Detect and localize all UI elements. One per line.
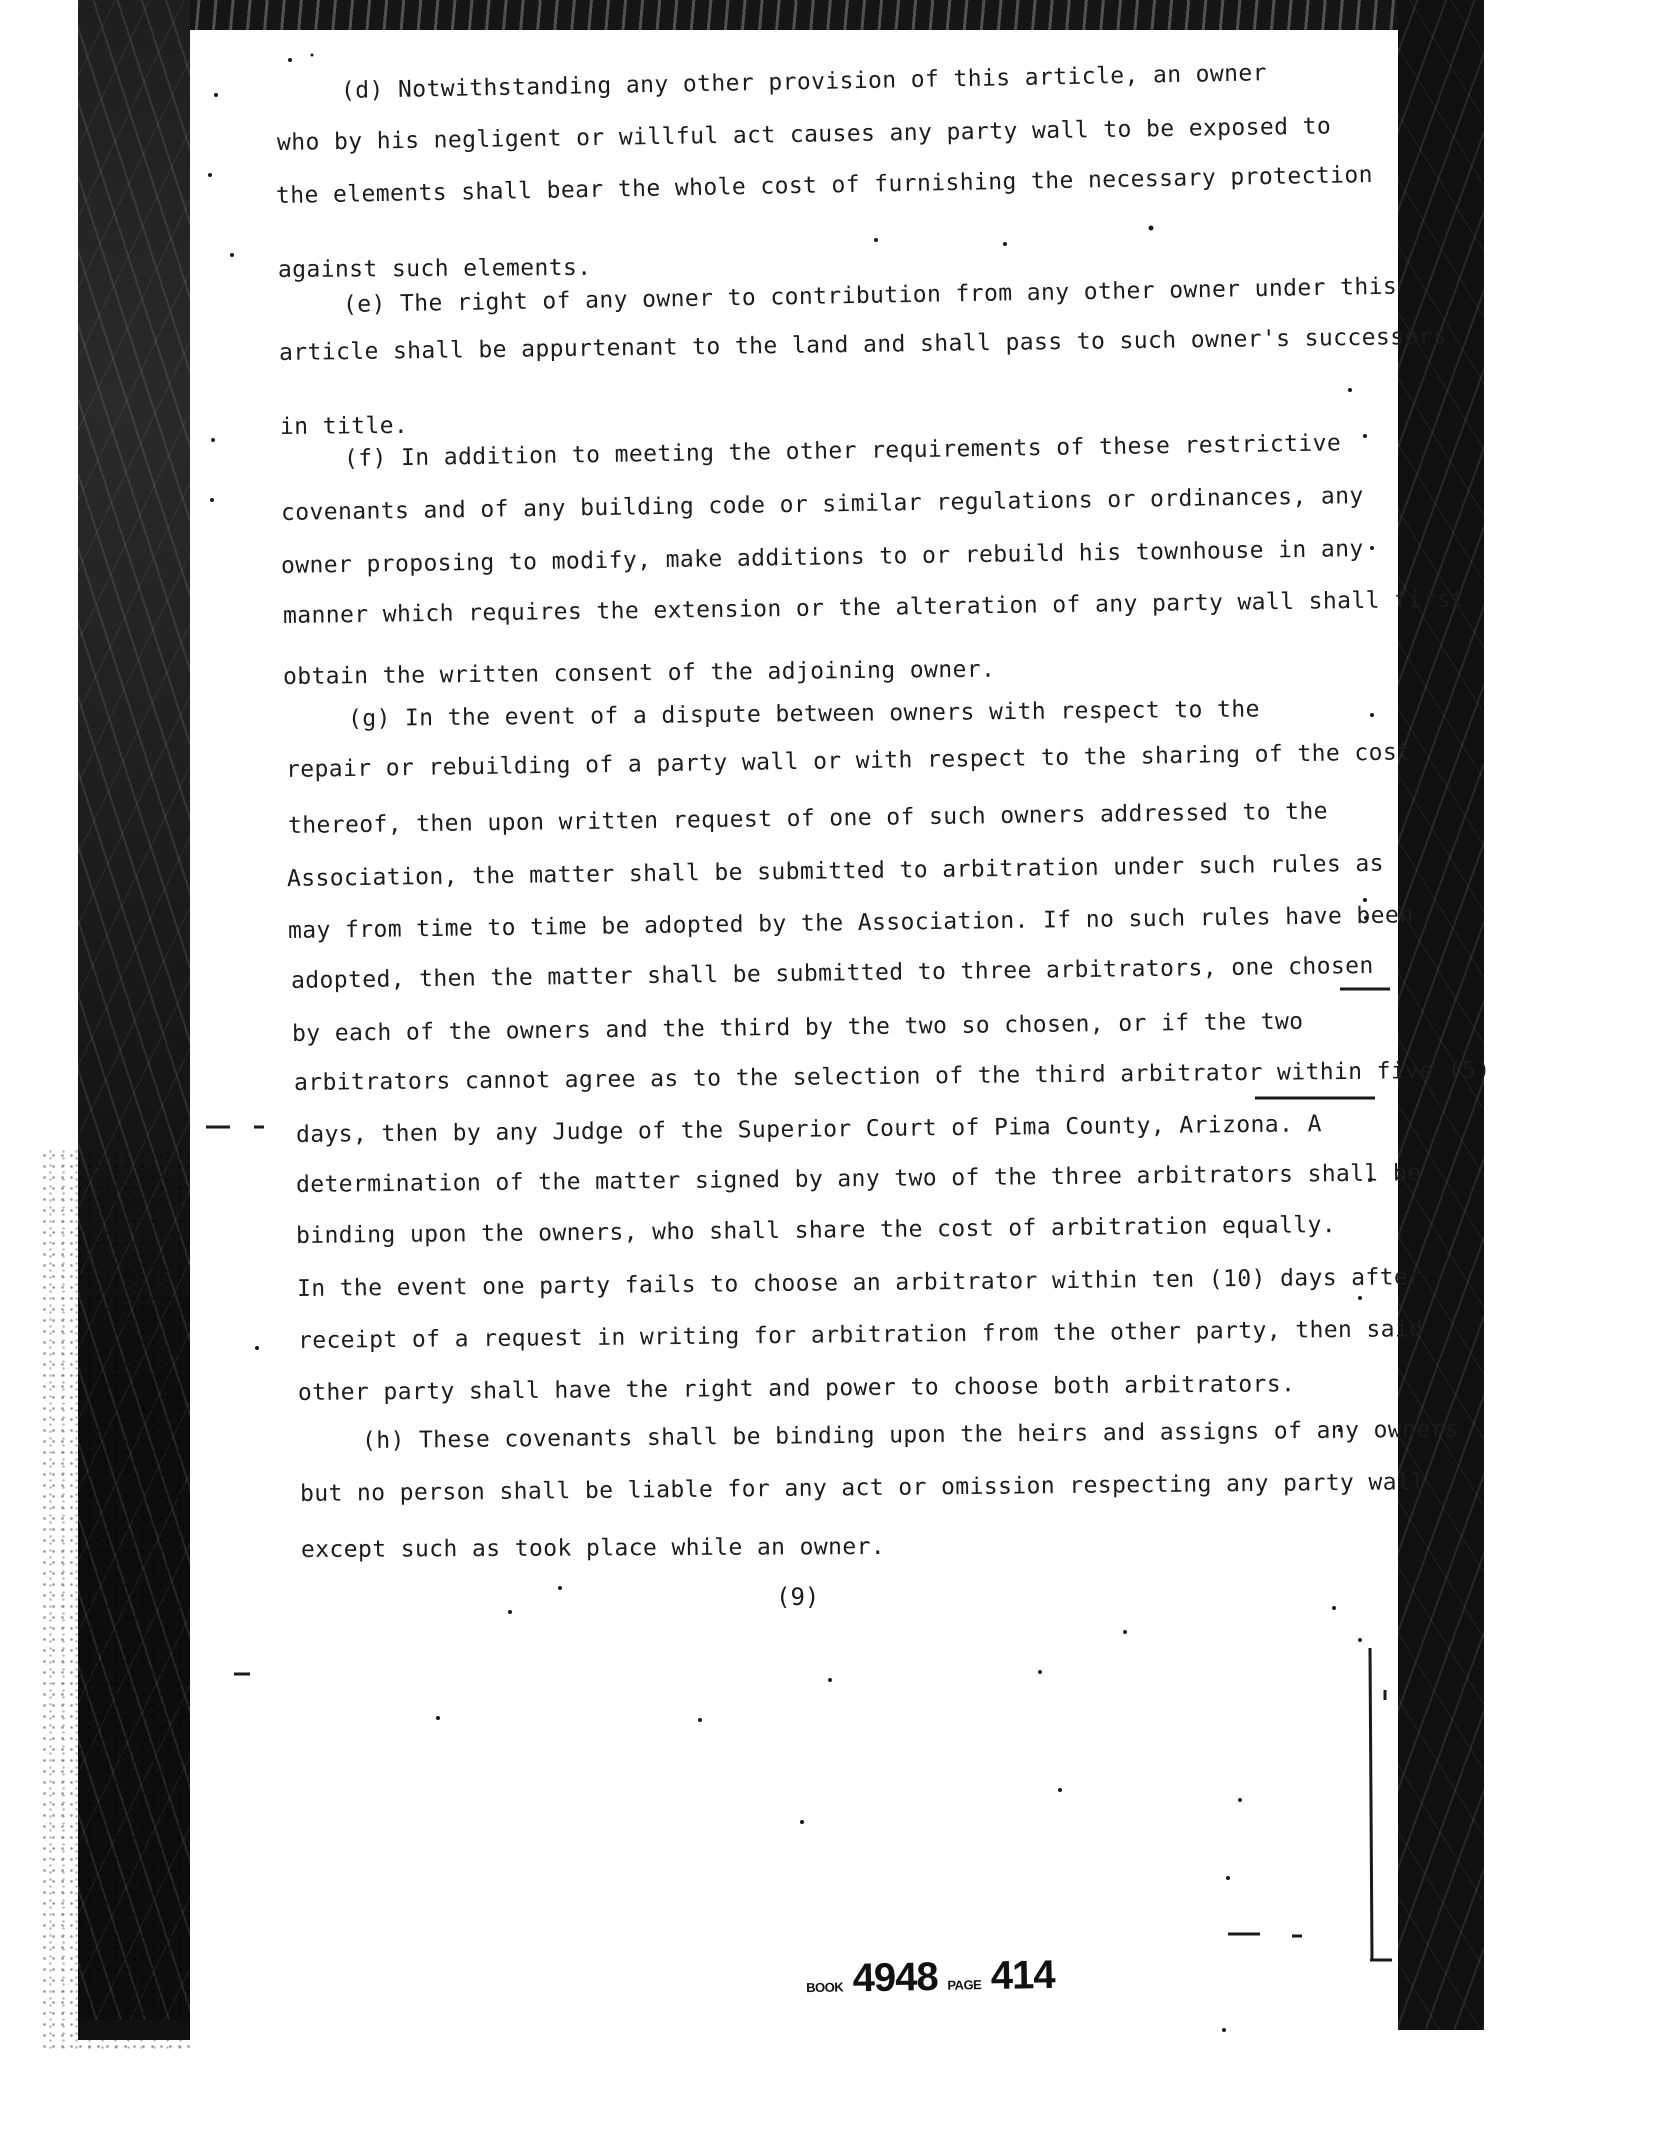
paragraph-g-line-11: binding upon the owners, who shall share the cost of arbitration equally. [295, 1212, 1337, 1249]
paragraph-f-line-5: obtain the written consent of the adjoining owner. [282, 656, 996, 690]
paragraph-d-line-1: (d) Notwithstanding any other provision of this article, an owner [340, 60, 1268, 104]
stamp-book-number: 4948 [852, 1954, 938, 2001]
paragraph-h-line-3: except such as took place while an owner. [300, 1533, 886, 1563]
paragraph-g-line-6: adopted, then the matter shall be submitted to three arbitrators, one chosen [290, 952, 1374, 994]
paragraph-f-line-2: covenants and of any building code or similar regulations or ordinances, any [280, 482, 1364, 526]
paragraph-g-line-8: arbitrators cannot agree as to the selection of the third arbitrator within five (5) [293, 1057, 1491, 1096]
stamp-book-label: BOOK [806, 1979, 844, 1996]
recording-stamp [806, 1953, 1055, 2002]
paragraph-d-line-4: against such elements. [277, 254, 592, 283]
paragraph-g-line-13: receipt of a request in writing for arbitration from the other party, then said [297, 1316, 1424, 1354]
paragraph-g-line-10: determination of the matter signed by any two of the three arbitrators shall be [295, 1160, 1422, 1198]
paragraph-g-line-7: by each of the owners and the third by the two so chosen, or if the two [291, 1008, 1304, 1047]
stamp-page-label: PAGE [947, 1977, 982, 1993]
paragraph-g-line-12: In the event one party fails to choose an arbitrator within ten (10) days after [296, 1264, 1423, 1302]
paragraph-g-line-14: other party shall have the right and power to choose both arbitrators. [297, 1371, 1296, 1406]
paragraph-e-line-2: article shall be appurtenant to the land and shall pass to such owner's successors [278, 323, 1448, 366]
paragraph-f-line-3: owner proposing to modify, make additions to or rebuild his townhouse in any [280, 535, 1364, 579]
paragraph-f-line-4: manner which requires the extension or the alteration of any party wall shall first [282, 586, 1466, 629]
paragraph-g-line-5: may from time to time be adopted by the Association. If no such rules have been [287, 902, 1414, 944]
paragraph-g-line-3: thereof, then upon written request of one of such owners addressed to the [287, 798, 1329, 839]
page-number: (9) [776, 1583, 820, 1611]
paragraph-d-line-3: the elements shall bear the whole cost of furnishing the necessary protection [275, 161, 1374, 209]
paragraph-g-line-4: Association, the matter shall be submitted to arbitration under such rules as [286, 850, 1385, 892]
paragraph-g-line-9: days, then by any Judge of the Superior Court of Pima County, Arizona. A [295, 1111, 1322, 1148]
paragraph-g-line-2: repair or rebuilding of a party wall or with respect to the sharing of the cost [285, 739, 1412, 783]
paragraph-h-line-1: (h) These covenants shall be binding upon the heirs and assigns of any owners [361, 1416, 1460, 1454]
paragraph-e-line-1: (e) The right of any owner to contribution from any other owner under this [342, 273, 1398, 318]
paragraph-d-line-2: who by his negligent or willful act causes any party wall to be exposed to [276, 113, 1332, 156]
paragraph-f-line-1: (f) In addition to meeting the other requirements of these restrictive [343, 430, 1342, 472]
stamp-page-number: 414 [990, 1952, 1055, 1998]
paragraph-g-line-1: (g) In the event of a dispute between owners with respect to the [347, 696, 1260, 732]
paragraph-e-line-3: in title. [279, 412, 409, 440]
paragraph-h-line-2: but no person shall be liable for any act or omission respecting any party wall [299, 1469, 1426, 1507]
